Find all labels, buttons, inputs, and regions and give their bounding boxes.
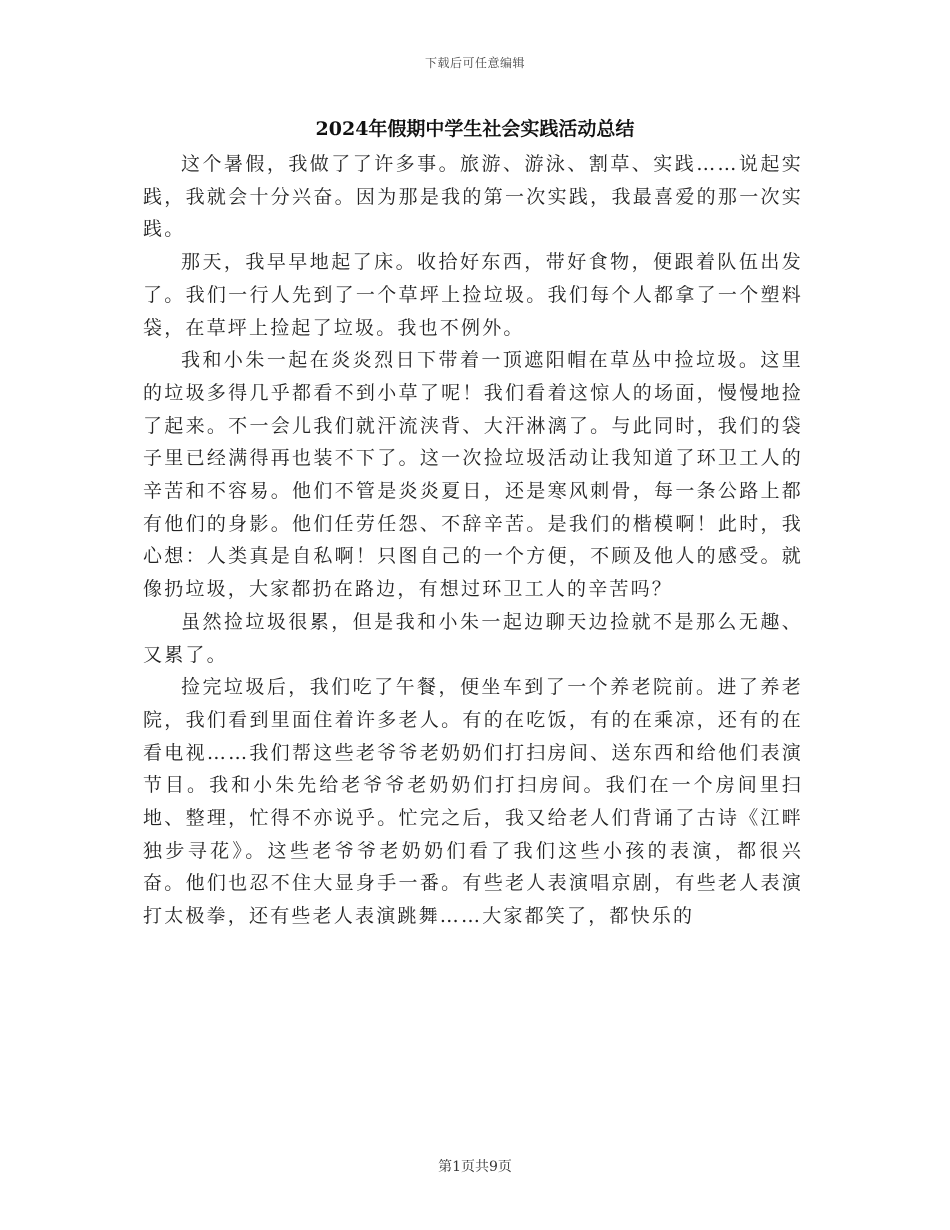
paragraph: 我和小朱一起在炎炎烈日下带着一顶遮阳帽在草丛中捡垃圾。这里的垃圾多得几乎都看不到小草了呢！我们看着这惊人的场面，慢慢地捡了起来。不一会儿我们就汗流浃背、大汗淋漓了。与此同时，我们的袋子里已经满得再也装不下了。这一次捡垃圾活动让我知道了环卫工人的辛苦和不容易。他们不管是炎炎夏日，还是寒风刺骨，每一条公路上都有他们的身影。他们任劳任怨、不辞辛苦。是我们的楷模啊！此时，我心想：人类真是自私啊！只图自己的一个方便，不顾及他人的感受。就像扔垃圾，大家都扔在路边，有想过环卫工人的辛苦吗？: [143, 349, 803, 601]
paragraph: 虽然捡垃圾很累，但是我和小朱一起边聊天边捡就不是那么无趣、又累了。: [143, 610, 803, 666]
page-footer: 第1页共9页: [438, 1159, 512, 1175]
document-title: 2024年假期中学生社会实践活动总结: [315, 118, 635, 140]
paragraph: 这个暑假，我做了了许多事。旅游、游泳、割草、实践……说起实践，我就会十分兴奋。因为那是我的第一次实践，我最喜爱的那一次实践。: [143, 153, 803, 241]
paragraph: 捡完垃圾后，我们吃了午餐，便坐车到了一个养老院前。进了养老院，我们看到里面住着许多老人。有的在吃饭，有的在乘凉，还有的在看电视……我们帮这些老爷爷老奶奶们打扫房间、送东西和给他们表演节目。我和小朱先给老爷爷老奶奶们打扫房间。我们在一个房间里扫地、整理，忙得不亦说乎。忙完之后，我又给老人们背诵了古诗《江畔独步寻花》。这些老爷爷老奶奶们看了我们这些小孩的表演，都很兴奋。他们也忍不住大显身手一番。有些老人表演唱京剧，有些老人表演打太极拳，还有些老人表演跳舞……大家都笑了，都快乐的: [143, 676, 803, 928]
header-note: 下载后可任意编辑: [424, 56, 525, 70]
document-body: [143, 148, 803, 933]
paragraph: 那天，我早早地起了床。收拾好东西，带好食物，便跟着队伍出发了。我们一行人先到了一个草坪上捡垃圾。我们每个人都拿了一个塑料袋，在草坪上捡起了垃圾。我也不例外。: [143, 251, 803, 339]
